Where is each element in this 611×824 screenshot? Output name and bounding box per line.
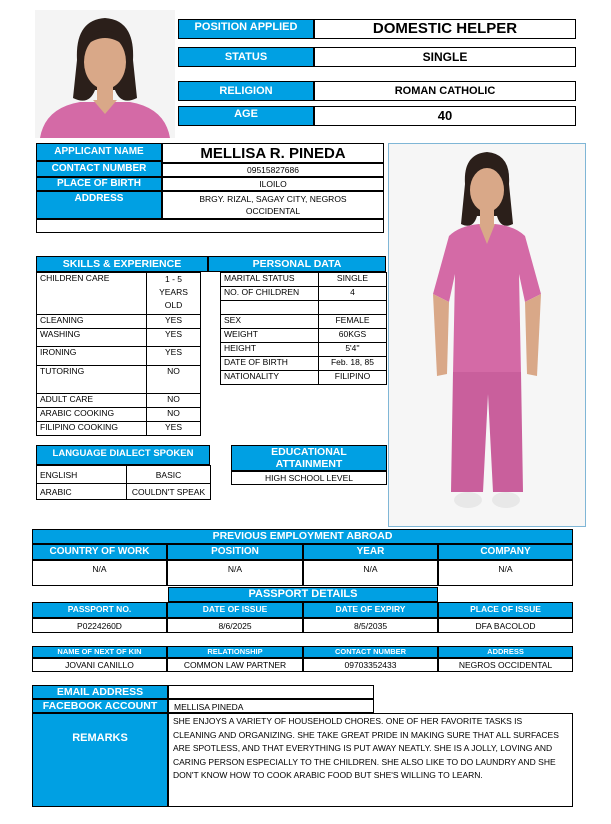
language-row	[37, 484, 211, 500]
religion-label: RELIGION	[178, 81, 314, 101]
language-row	[37, 466, 211, 484]
skill-value: YES	[147, 422, 201, 436]
facebook-label: FACEBOOK ACCOUNT	[32, 699, 168, 713]
skill-name: FILIPINO COOKING	[37, 422, 147, 436]
personal-row	[221, 343, 387, 357]
skill-name: IRONING	[37, 347, 147, 366]
personal-value: FILIPINO	[319, 371, 387, 385]
contact-number-label: CONTACT NUMBER	[36, 161, 162, 177]
employment-value: N/A	[167, 560, 303, 586]
employment-header: COUNTRY OF WORK	[32, 544, 167, 560]
passport-value: P0224260D	[32, 618, 167, 633]
position-applied-label: POSITION APPLIED	[178, 19, 314, 39]
kin-header: ADDRESS	[438, 646, 573, 658]
skill-row	[37, 408, 201, 422]
skill-row	[37, 315, 201, 329]
employment-header: YEAR	[303, 544, 438, 560]
passport-headers	[32, 602, 573, 618]
contact-number-value: 09515827686	[162, 163, 384, 177]
personal-label: HEIGHT	[221, 343, 319, 357]
place-of-birth-label: PLACE OF BIRTH	[36, 177, 162, 191]
personal-label: SEX	[221, 315, 319, 329]
skill-value: YES	[147, 315, 201, 329]
personal-row	[221, 301, 387, 315]
personal-label: NATIONALITY	[221, 371, 319, 385]
position-applied-value: DOMESTIC HELPER	[314, 19, 576, 39]
skill-row	[37, 366, 201, 394]
employment-value: N/A	[32, 560, 167, 586]
skill-value: NO	[147, 366, 201, 394]
personal-data-title: PERSONAL DATA	[208, 256, 386, 272]
skill-name: CLEANING	[37, 315, 147, 329]
employment-value: N/A	[438, 560, 573, 586]
personal-row	[221, 357, 387, 371]
religion-value: ROMAN CATHOLIC	[314, 81, 576, 101]
applicant-name-value: MELLISA R. PINEDA	[162, 143, 384, 163]
email-label: EMAIL ADDRESS	[32, 685, 168, 699]
skill-value: NO	[147, 394, 201, 408]
skill-value: NO	[147, 408, 201, 422]
personal-label: MARITAL STATUS	[221, 273, 319, 287]
personal-row	[221, 329, 387, 343]
passport-header: DATE OF EXPIRY	[303, 602, 438, 618]
employment-values	[32, 560, 573, 586]
address-value: BRGY. RIZAL, SAGAY CITY, NEGROS OCCIDENTAL	[162, 191, 384, 219]
language-table	[36, 465, 211, 500]
passport-header: DATE OF ISSUE	[167, 602, 303, 618]
kin-headers	[32, 646, 573, 658]
employment-title: PREVIOUS EMPLOYMENT ABROAD	[32, 529, 573, 544]
place-of-birth-value: ILOILO	[162, 177, 384, 191]
skill-name: ARABIC COOKING	[37, 408, 147, 422]
personal-row	[221, 287, 387, 301]
personal-label: DATE OF BIRTH	[221, 357, 319, 371]
personal-value: 5'4''	[319, 343, 387, 357]
kin-value: JOVANI CANILLO	[32, 658, 167, 672]
language-title: LANGUAGE DIALECT SPOKEN	[36, 445, 210, 465]
education-title: EDUCATIONAL ATTAINMENT	[231, 445, 387, 471]
language-name: ENGLISH	[37, 466, 127, 484]
skill-name: TUTORING	[37, 366, 147, 394]
passport-header: PLACE OF ISSUE	[438, 602, 573, 618]
skill-name: ADULT CARE	[37, 394, 147, 408]
applicant-name-label: APPLICANT NAME	[36, 143, 162, 161]
personal-label: NO. OF CHILDREN	[221, 287, 319, 301]
employment-value: N/A	[303, 560, 438, 586]
personal-label	[221, 301, 319, 315]
kin-header: RELATIONSHIP	[167, 646, 303, 658]
remarks-text: SHE ENJOYS A VARIETY OF HOUSEHOLD CHORES. ONE OF HER FAVORITE TASKS IS CLEANING AND ORGANIZING. SHE TAKE GREAT PRIDE IN MAKING SURE THAT ALL SURFACES ARE SPOTLESS, AND THAT EVERYTHING IS PUT AWAY NEATLY. SHE IS A JOLLY, LOVING AND CARING PERSON ESPECIALLY TO THE CHILDREN. SHE ALSO LIKE TO DO LAUNDRY AND SHE DON'T KNOW HOW TO COOK ARABIC FOOD BUT SHE'S WILLING TO LEARN.	[168, 713, 573, 807]
personal-value: Feb. 18, 85	[319, 357, 387, 371]
employment-headers	[32, 544, 573, 560]
skill-name: CHILDREN CARE	[37, 273, 147, 315]
personal-value	[319, 301, 387, 315]
skill-row	[37, 347, 201, 366]
passport-value: 8/6/2025	[167, 618, 303, 633]
personal-value: 4	[319, 287, 387, 301]
language-level: COULDN'T SPEAK	[127, 484, 211, 500]
full-body-photo	[388, 143, 586, 527]
employment-header: COMPANY	[438, 544, 573, 560]
employment-header: POSITION	[167, 544, 303, 560]
kin-values	[32, 658, 573, 672]
personal-label: WEIGHT	[221, 329, 319, 343]
passport-value: DFA BACOLOD	[438, 618, 573, 633]
personal-value: 60KGS	[319, 329, 387, 343]
headshot-photo	[35, 10, 175, 138]
status-value: SINGLE	[314, 47, 576, 67]
skills-table	[36, 272, 201, 436]
skill-value: 1 - 5 YEARS OLD	[147, 273, 201, 315]
email-value	[168, 685, 374, 699]
kin-value: 09703352433	[303, 658, 438, 672]
applicant-info	[36, 143, 384, 233]
kin-value: NEGROS OCCIDENTAL	[438, 658, 573, 672]
address-label: ADDRESS	[36, 191, 162, 219]
skill-row	[37, 394, 201, 408]
passport-values	[32, 618, 573, 633]
kin-value: COMMON LAW PARTNER	[167, 658, 303, 672]
skill-name: WASHING	[37, 329, 147, 347]
skill-row	[37, 329, 201, 347]
passport-title: PASSPORT DETAILS	[168, 587, 438, 602]
status-label: STATUS	[178, 47, 314, 67]
passport-header: PASSPORT NO.	[32, 602, 167, 618]
personal-row	[221, 315, 387, 329]
education-value: HIGH SCHOOL LEVEL	[231, 471, 387, 485]
skill-row	[37, 422, 201, 436]
skill-row	[37, 273, 201, 315]
passport-value: 8/5/2035	[303, 618, 438, 633]
age-value: 40	[314, 106, 576, 126]
kin-header: NAME OF NEXT OF KIN	[32, 646, 167, 658]
remarks-label: REMARKS	[32, 713, 168, 807]
personal-row	[221, 273, 387, 287]
personal-value: FEMALE	[319, 315, 387, 329]
skills-title: SKILLS & EXPERIENCE	[36, 256, 208, 272]
blank-row	[36, 219, 384, 233]
language-name: ARABIC	[37, 484, 127, 500]
personal-data-table	[220, 272, 387, 385]
personal-row	[221, 371, 387, 385]
skill-value: YES	[147, 347, 201, 366]
skill-value: YES	[147, 329, 201, 347]
age-label: AGE	[178, 106, 314, 126]
language-level: BASIC	[127, 466, 211, 484]
facebook-value: MELLISA PINEDA	[168, 699, 374, 713]
personal-value: SINGLE	[319, 273, 387, 287]
kin-header: CONTACT NUMBER	[303, 646, 438, 658]
